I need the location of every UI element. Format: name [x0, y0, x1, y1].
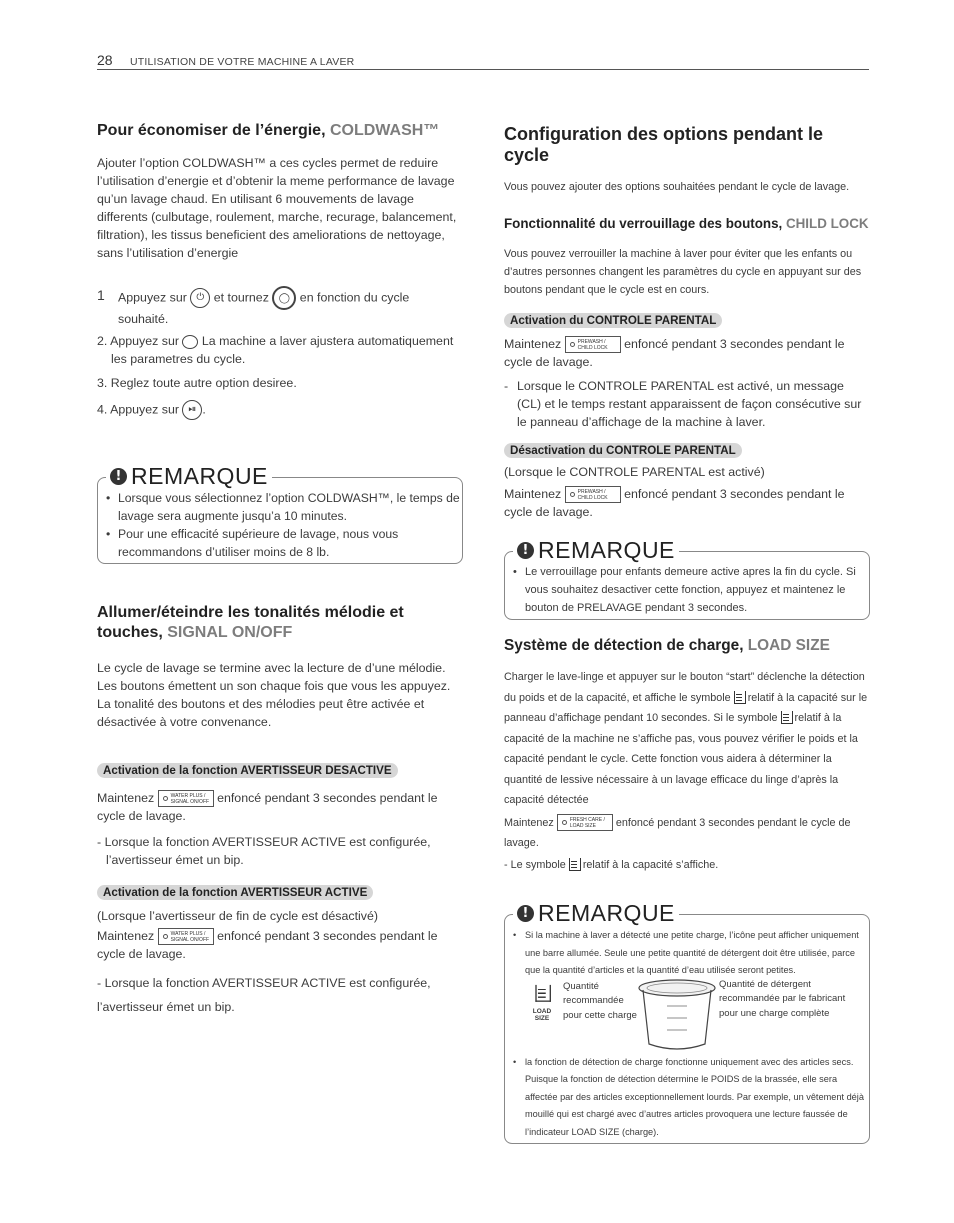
coldwash-button-icon: [182, 335, 198, 349]
pill-controle-parental-on: Activation du CONTROLE PARENTAL: [504, 311, 870, 329]
note-item: • Si la machine à laver a détecté une petite charge, l’icône peut afficher uniquement une barre allumée. Seule une petite quantité de détergent doit être utilisée, parce que la quantité d’articles et la quantité d’eau utilisée seront petites.: [505, 927, 869, 980]
step-1: 1 Appuyez sur ⏻ et tournez ◯ en fonction du cycle souhaité.: [97, 287, 410, 326]
load-size-icon: [781, 711, 792, 725]
signal-heading: Allumer/éteindre les tonalités mélodie et touches, SIGNAL ON/OFF: [97, 604, 404, 641]
warning-icon: !: [517, 542, 534, 559]
load-size-icon: [535, 985, 549, 1003]
config-intro: Vous pouvez ajouter des options souhaitées pendant le cycle de lavage.: [504, 181, 850, 193]
loadsize-heading: Système de détection de charge, LOAD SIZE: [504, 637, 830, 654]
fresh-care-loadsize-button: FRESH CARE / LOAD SIZE: [557, 814, 613, 831]
signal-section: [97, 603, 463, 1019]
pill-controle-parental-off: Désactivation du CONTROLE PARENTAL: [504, 441, 870, 459]
warning-icon: !: [110, 468, 127, 485]
childlock-heading: Fonctionnalité du verrouillage des boutons, CHILD LOCK: [504, 216, 869, 231]
coldwash-paragraph: Ajouter l’option COLDWASH™ a ces cycles permet de reduire l’utilisation d’energie et d’obtenir la meme performance de lavage qu’un lavage chaud. En utilisant 6 mouvements de lavage differents (culbutage, roulement, marche, recurage, balancement, filtration), les tissus beneficient des ameliorations de nettoyage, sans l’utilisation d’energie: [97, 156, 457, 260]
warning-icon: !: [517, 905, 534, 922]
loadsize-section: [504, 637, 870, 874]
detergent-cup-icon: [633, 978, 721, 1054]
caption-full-load: Quantité de détergent recommandée par le fabricant pour une charge complète: [719, 978, 846, 1019]
step-4: 4. Appuyez sur ⏯ .: [97, 400, 463, 420]
water-plus-signal-button: WATER PLUS / SIGNAL ON/OFF: [158, 928, 214, 945]
childlock-condition: (Lorsque le CONTROLE PARENTAL est activé): [504, 465, 765, 480]
caption-recommended: Quantité recommandée pour cette charge: [563, 980, 637, 1021]
note-list: [98, 489, 462, 561]
note-list-2: [505, 1054, 869, 1142]
load-size-icon: [569, 858, 580, 872]
coldwash-section: [97, 122, 463, 420]
childlock-dash: - Lorsque le CONTROLE PARENTAL est activé, un message (CL) et le temps restant apparaissent de façon consécutive sur le panneau d’affichage de la machine à laver.: [504, 379, 862, 430]
note-title: ! REMARQUE: [513, 537, 679, 564]
step-2: 2. Appuyez sur La machine a laver ajustera automatiquement les parametres du cycle.: [97, 334, 454, 366]
note-box-coldwash: [97, 463, 463, 564]
pill-avertisseur-desactive: Activation de la fonction AVERTISSEUR DESACTIVE: [97, 761, 463, 779]
cycle-dial-icon: ◯: [272, 286, 296, 310]
coldwash-heading: Pour économiser de l’énergie, COLDWASH™: [97, 122, 440, 139]
note-item: • Pour une efficacité supérieure de lavage, nous vous recommandons d’utiliser moins de 8 lb.: [98, 525, 462, 561]
dash-note-2: - Lorsque la fonction AVERTISSEUR ACTIVE est configurée, l’avertisseur émet un bip.: [97, 976, 431, 1015]
loadsize-dash: - Le symbole relatif à la capacité s’affiche.: [504, 858, 719, 871]
step-3: 3. Reglez toute autre option desiree.: [97, 376, 297, 390]
childlock-paragraph: Vous pouvez verrouiller la machine à laver pour éviter que les enfants ou d’autres personnes changent les paramètres du cycle en appuyant sur des boutons pendant que le cycle est en cours.: [504, 248, 862, 296]
page-number: 28: [97, 52, 113, 68]
running-header: UTILISATION DE VOTRE MACHINE A LAVER: [130, 56, 355, 68]
childlock-maintain-2: Maintenez PREWASH / CHILD LOCK enfoncé pendant 3 secondes pendant le cycle de lavage.: [504, 487, 845, 520]
load-size-icon: [734, 691, 745, 705]
loadsize-paragraph: Charger le lave-linge et appuyer sur le bouton “start” déclenche la détection du poids et de la capacité, et affiche le symbole relatif à la capacité sur le panneau d’affichage pendant 10 secondes. Si le symbole relatif à la capacité de la machine ne s’affiche pas, vous pouvez vérifier le poids et la capacité pendant le cycle. Cette fonction vous aidera à déterminer la quantité de lessive nécessaire à un lavage efficace du linge d’après la capacité détectée: [504, 671, 868, 806]
header-rule: [97, 69, 869, 70]
note-item: • Lorsque vous sélectionnez l’option COLDWASH™, le temps de lavage sera augmente jusqu’a 10 minutes.: [98, 489, 462, 525]
dash-note-1: - Lorsque la fonction AVERTISSEUR ACTIVE est configurée, l’avertisseur émet un bip.: [97, 835, 431, 868]
maintain-instruction-1: Maintenez WATER PLUS / SIGNAL ON/OFF enfoncé pendant 3 secondes pendant le cycle de lavage.: [97, 791, 438, 824]
signal-paragraph: Le cycle de lavage se termine avec la lecture de d’une mélodie. Les boutons émettent un son chaque fois que vous les appuyez. La tonalité des boutons et des mélodies peut être activée et désactivée à votre convenance.: [97, 661, 451, 729]
maintain-instruction-2: Maintenez WATER PLUS / SIGNAL ON/OFF enfoncé pendant 3 secondes pendant le cycle de lavage.: [97, 929, 438, 962]
prewash-childlock-button: PREWASH / CHILD LOCK: [565, 336, 621, 353]
note-title: ! REMARQUE: [106, 463, 272, 490]
prewash-childlock-button: PREWASH / CHILD LOCK: [565, 486, 621, 503]
config-section: [504, 124, 870, 521]
power-button-icon: ⏻: [190, 288, 210, 308]
water-plus-signal-button: WATER PLUS / SIGNAL ON/OFF: [158, 790, 214, 807]
note-title: ! REMARQUE: [513, 900, 679, 927]
note-box-childlock: [504, 537, 870, 620]
loadsize-maintain: Maintenez FRESH CARE / LOAD SIZE enfoncé pendant 3 secondes pendant le cycle de lavage.: [504, 813, 870, 853]
childlock-maintain-1: Maintenez PREWASH / CHILD LOCK enfoncé pendant 3 secondes pendant le cycle de lavage.: [504, 337, 845, 370]
detergent-illustration: [505, 980, 869, 1054]
note-item: • Le verrouillage pour enfants demeure active apres la fin du cycle. Si vous souhaitez desactiver cette fonction, appuyez et maintenez le bouton de PRELAVAGE pendant 3 secondes.: [505, 563, 869, 617]
pill-avertisseur-active: Activation de la fonction AVERTISSEUR ACTIVE: [97, 883, 463, 901]
start-pause-icon: ⏯: [182, 400, 202, 420]
note-list: [505, 927, 869, 980]
condition-text: (Lorsque l’avertisseur de fin de cycle est désactivé): [97, 909, 378, 924]
note-item: • la fonction de détection de charge fonctionne uniquement avec des articles secs. Puisque la fonction de détection détermine le POIDS de la brassée, elle sera affectée par des articles exceptionnellement lourds. Par exemple, un vêtement déjà mouillé qui est chargé avec d’autres articles provoquera une lecture faussée de l’indicateur LOAD SIZE (charge).: [505, 1054, 869, 1142]
config-heading: Configuration des options pendant le cycle: [504, 124, 823, 165]
note-list: [505, 563, 869, 617]
load-size-indicator: LOAD SIZE: [527, 986, 557, 1022]
note-box-loadsize: [504, 900, 870, 1144]
